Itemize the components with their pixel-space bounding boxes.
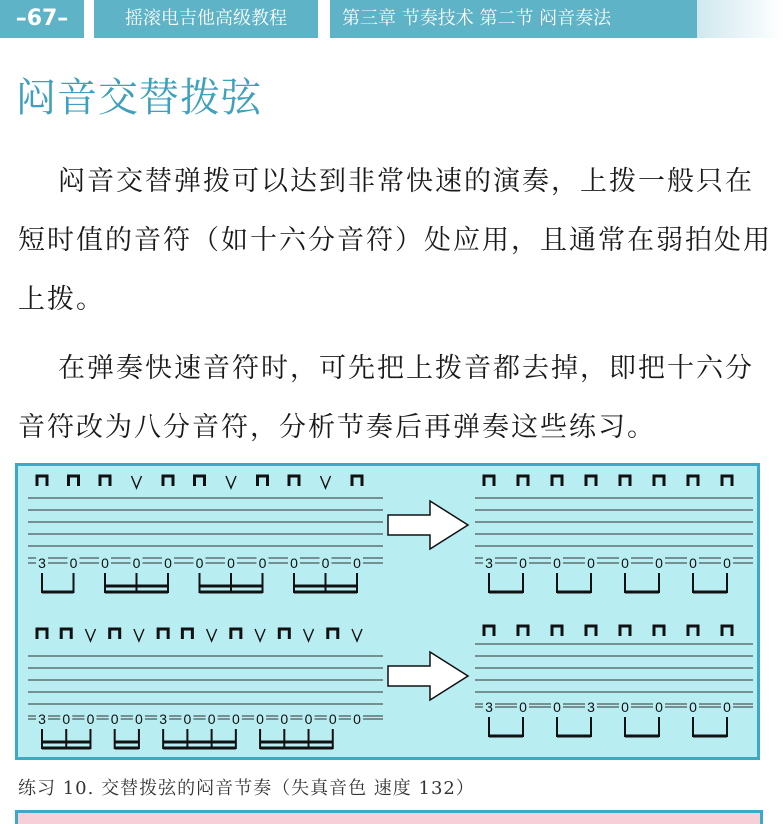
row1-left-downstroke [258,476,268,486]
row2-left-tab-number: 0 [135,711,143,727]
row2-left-upstroke [352,629,362,641]
row2-right-downstroke [586,626,596,636]
row2-left-tab-number: 0 [256,711,264,727]
row1-right-tab-number: 0 [587,555,595,571]
row2-right-downstroke [518,626,528,636]
row1-right-tab-number: 0 [723,555,731,571]
row1-left-downstroke [163,476,173,486]
tab-notation [18,466,763,763]
row2-left-tab-number: 0 [62,711,71,727]
row2-left-tab-number: 0 [328,711,337,727]
exercise-caption: 练习 10. 交替拨弦的闷音节奏（失真音色 速度 132） [18,778,475,799]
row2-left-downstroke [328,629,338,639]
row2-right-tab-number: 0 [553,699,561,715]
row1-left-downstroke [69,476,79,486]
row1-left-downstroke [37,476,47,486]
page-number: –67– [0,0,84,38]
row1-right-downstroke [688,476,698,486]
row1-right-downstroke [586,476,596,486]
row2-left-downstroke [231,629,241,639]
row1-left-downstroke [195,476,205,486]
row2-left-upstroke [255,629,265,641]
row1-left-tab-number: 0 [195,555,204,571]
row2-left-tab-number: 0 [280,711,289,727]
row2-right-downstroke [552,626,562,636]
row1-left-tab-number: 0 [227,555,235,571]
row2-left-tab-number: 0 [110,711,119,727]
row2-right-tab-number: 0 [621,699,629,715]
row1-left-tab-number: 0 [353,555,361,571]
row1-left-tab-number: 0 [321,555,330,571]
row2-left-tab-number: 0 [231,711,240,727]
paragraph-1: 闷音交替弹拨可以达到非常快速的演奏，上拨一般只在短时值的音符（如十六分音符）处应用，且通常在弱拍处用上拨。 [18,166,772,315]
row1-left-upstroke [132,476,142,488]
row2-left-downstroke [37,629,47,639]
row2-right-tab-number: 0 [689,699,697,715]
row1-right-downstroke [484,476,494,486]
row1-right-tab-number: 0 [655,555,663,571]
row1-left-downstroke [352,476,362,486]
section-title: 闷音交替拨弦 [16,75,262,121]
row1-right-downstroke [518,476,528,486]
row1-left-tab-number: 0 [101,555,109,571]
row1-left-downstroke [289,476,299,486]
row1-left-tab-number: 0 [164,555,172,571]
row1-right-tab-number: 0 [553,555,561,571]
row2-left-tab-number: 0 [183,711,192,727]
row2-left-downstroke [158,629,168,639]
paragraph-2: 在弹奏快速音符时，可先把上拨音都去掉，即把十六分音符改为八分音符，分析节奏后再弹奏这些练习。 [18,353,754,443]
row1-left-tab-number: 0 [258,555,267,571]
row2-right-downstroke [620,626,630,636]
row1-arrow-icon [388,501,468,549]
row1-right-tab-number: 3 [485,555,493,571]
row2-left-upstroke [304,629,314,641]
row1-left-upstroke [321,476,331,488]
row1-left-tab-number: 3 [38,555,46,571]
row1-left-downstroke [100,476,110,486]
row2-left-tab-number: 0 [207,711,216,727]
row1-left-tab-number: 0 [132,555,141,571]
row2-left-downstroke [61,629,71,639]
book-title: 摇滚电吉他高级教程 [94,0,318,38]
row1-left-upstroke [226,476,236,488]
row1-right-tab-number: 0 [621,555,629,571]
row2-right-downstroke [654,626,664,636]
page-header [0,0,783,38]
row1-right-downstroke [654,476,664,486]
row2-left-upstroke [134,629,144,641]
header-fade [697,0,783,38]
row2-left-tab-number: 0 [353,711,361,727]
row2-arrow-icon [388,652,468,700]
row2-right-tab-number: 3 [485,699,493,715]
row1-left-tab-number: 0 [69,555,78,571]
row1-left-tab-number: 0 [290,555,298,571]
chapter-heading: 第三章 节奏技术 第二节 闷音奏法 [330,0,697,38]
row1-right-downstroke [722,476,732,486]
row2-right-tab-number: 3 [587,699,595,715]
row2-left-tab-number: 0 [304,711,313,727]
row2-left-tab-number: 3 [159,711,168,727]
row2-right-tab-number: 0 [519,699,527,715]
row2-left-tab-number: 3 [38,711,46,727]
row2-left-upstroke [85,629,95,641]
row2-left-downstroke [182,629,192,639]
row2-left-downstroke [279,629,289,639]
exercise-figure [15,463,760,760]
row2-left-upstroke [207,629,217,641]
row1-right-tab-number: 0 [519,555,527,571]
row1-right-downstroke [620,476,630,486]
row2-right-downstroke [484,626,494,636]
row2-left-downstroke [110,629,120,639]
row2-right-downstroke [722,626,732,636]
row2-right-tab-number: 0 [723,699,731,715]
row2-left-tab-number: 0 [86,711,95,727]
row2-right-downstroke [688,626,698,636]
row1-right-tab-number: 0 [689,555,697,571]
row2-right-tab-number: 0 [655,699,663,715]
row1-right-downstroke [552,476,562,486]
